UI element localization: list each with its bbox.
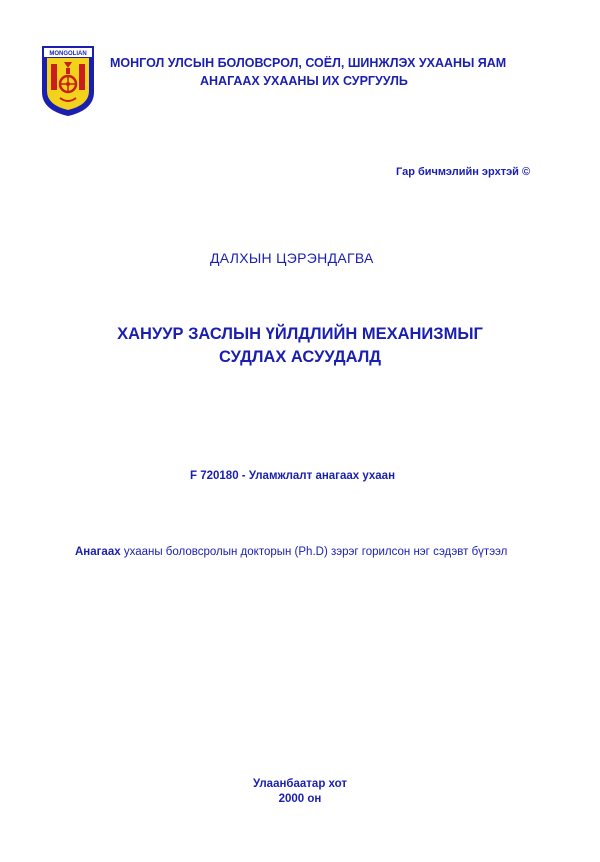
degree-statement [75, 546, 507, 558]
svg-text:MONGOLIAN: MONGOLIAN [49, 51, 87, 57]
thesis-title-line-2: СУДЛАХ АСУУДАЛД [218, 348, 382, 366]
copyright-notice: Гар бичмэлийн эрхтэй © [396, 166, 531, 178]
specialty-code: F 720180 - Уламжлалт анагаах ухаан [190, 470, 396, 482]
thesis-title [0, 323, 600, 369]
ministry-name: МОНГОЛ УЛСЫН БОЛОВСРОЛ, СОЁЛ, ШИНЖЛЭХ УХААНЫ ЯАМ [110, 56, 507, 70]
publication-year: 2000 он [278, 793, 322, 805]
degree-statement-rest: ухааны боловсролын докторын (Ph.D) зэрэг горилсон нэг сэдэвт бүтээл [120, 546, 508, 558]
university-name: АНАГААХ УХААНЫ ИХ СУРГУУЛЬ [200, 74, 408, 88]
place-and-year [0, 777, 600, 807]
author-name: ДАЛХЫН ЦЭРЭНДАГВА [210, 250, 374, 266]
city-name: Улаанбаатар хот [252, 778, 348, 790]
thesis-title-line-1: ХАНУУР ЗАСЛЫН ҮЙЛДЛИЙН МЕХАНИЗМЫГ [117, 325, 483, 343]
university-emblem-icon [40, 44, 96, 118]
degree-statement-lead: Анагаах [75, 546, 121, 558]
